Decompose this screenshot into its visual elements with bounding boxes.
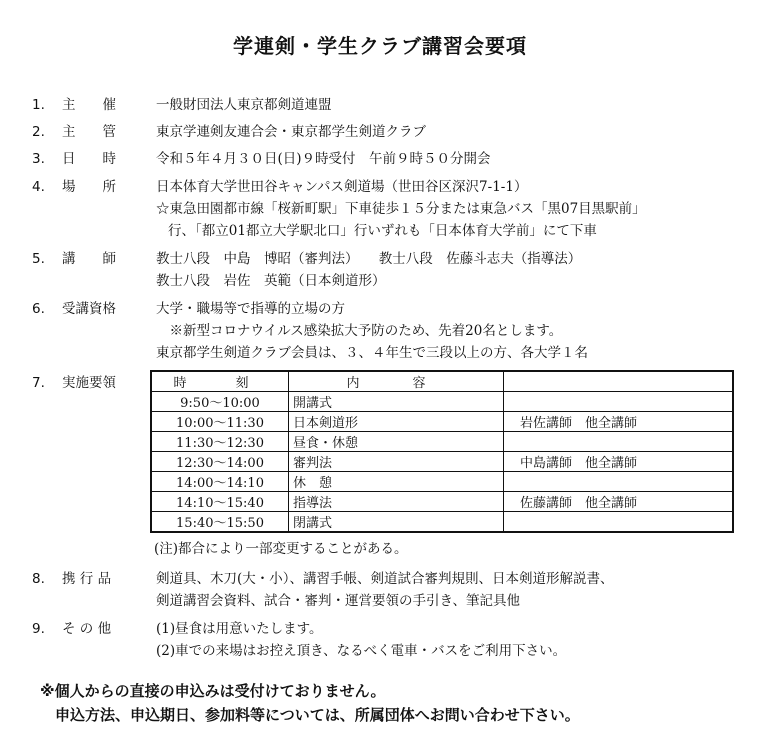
row-time: 14:10〜15:40 — [151, 492, 289, 512]
row-content: 審判法 — [289, 452, 504, 472]
section-label: 実施要領 — [62, 375, 116, 391]
table-row — [151, 472, 733, 492]
venue-access-line-1: ☆東急田園都市線「桜新町駅」下車徒歩１５分または東急バス「黒07目黒駅前」 — [156, 201, 646, 217]
section-label: 主 催 — [62, 97, 116, 113]
section-value: 教士八段 中島 博昭（審判法） 教士八段 佐藤斗志夫（指導法） — [156, 251, 582, 267]
instructor-line-2: 教士八段 岩佐 英範（日本剣道形） — [156, 273, 386, 289]
row-time: 9:50〜10:00 — [151, 392, 289, 412]
row-content: 日本剣道形 — [289, 412, 504, 432]
section-value: 東京学連剣友連合会・東京都学生剣道クラブ — [156, 124, 426, 140]
schedule-note: (注)都合により一部変更することがある。 — [154, 541, 408, 557]
row-time: 12:30〜14:00 — [151, 452, 289, 472]
row-instructor: 岩佐講師 他全講師 — [504, 412, 734, 432]
section-value: (1)昼食は用意いたします。 — [156, 621, 323, 637]
row-instructor — [504, 512, 734, 533]
section-value: 令和５年４月３０日(日)９時受付 午前９時５０分開会 — [156, 151, 491, 167]
footer-notice: ※個人からの直接の申込みは受付けておりません。 — [40, 682, 386, 700]
section-label: 主 管 — [62, 124, 116, 140]
section-value: 日本体育大学世田谷キャンパス剣道場（世田谷区深沢7-1-1） — [156, 179, 528, 195]
eligibility-note: ※新型コロナウイルス感染拡大予防のため、先着20名とします。 — [156, 323, 563, 339]
section-number: 1. — [32, 97, 45, 113]
header-instructor — [504, 371, 734, 392]
section-value: 剣道具、木刀(大・小）、講習手帳、剣道試合審判規則、日本剣道形解説書、 — [156, 571, 614, 587]
section-label: 受講資格 — [62, 301, 116, 317]
row-instructor: 佐藤講師 他全講師 — [504, 492, 734, 512]
section-number: 5. — [32, 251, 45, 267]
items-to-bring-line-2: 剣道講習会資料、試合・審判・運営要領の手引き、筆記具他 — [156, 593, 520, 609]
row-instructor — [504, 432, 734, 452]
header-time: 時 刻 — [151, 371, 289, 392]
section-number: 8. — [32, 571, 45, 587]
section-value: 一般財団法人東京都剣道連盟 — [156, 97, 332, 113]
row-content: 休 憩 — [289, 472, 504, 492]
row-instructor: 中島講師 他全講師 — [504, 452, 734, 472]
other-line-2: (2)車での来場はお控え頂き、なるべく電車・バスをご利用下さい。 — [156, 643, 567, 659]
row-time: 14:00〜14:10 — [151, 472, 289, 492]
section-number: 6. — [32, 301, 45, 317]
row-content: 指導法 — [289, 492, 504, 512]
table-row — [151, 492, 733, 512]
section-label: 場 所 — [62, 179, 116, 195]
section-label: そ の 他 — [62, 621, 112, 637]
row-instructor — [504, 392, 734, 412]
section-number: 3. — [32, 151, 45, 167]
row-time: 15:40〜15:50 — [151, 512, 289, 533]
row-time: 11:30〜12:30 — [151, 432, 289, 452]
header-content: 内 容 — [289, 371, 504, 392]
schedule-table — [150, 370, 734, 533]
section-label: 講 師 — [62, 251, 116, 267]
footer-contact: 申込方法、申込期日、参加料等については、所属団体へお問い合わせ下さい。 — [40, 706, 580, 724]
section-number: 9. — [32, 621, 45, 637]
row-content: 昼食・休憩 — [289, 432, 504, 452]
row-content: 開講式 — [289, 392, 504, 412]
schedule-header-row — [151, 371, 733, 392]
section-value: 大学・職場等で指導的立場の方 — [156, 301, 345, 317]
row-content: 閉講式 — [289, 512, 504, 533]
table-row — [151, 392, 733, 412]
section-number: 7. — [32, 375, 45, 391]
venue-access-line-2: 行、「都立01都立大学駅北口」行いずれも「日本体育大学前」にて下車 — [168, 223, 597, 239]
row-instructor — [504, 472, 734, 492]
section-label: 日 時 — [62, 151, 116, 167]
section-label: 携 行 品 — [62, 571, 112, 587]
section-number: 4. — [32, 179, 45, 195]
table-row — [151, 432, 733, 452]
eligibility-club-members: 東京都学生剣道クラブ会員は、３、４年生で三段以上の方、各大学１名 — [156, 345, 588, 361]
row-time: 10:00〜11:30 — [151, 412, 289, 432]
document-title: 学連剣・学生クラブ講習会要項 — [233, 34, 527, 58]
table-row — [151, 412, 733, 432]
table-row — [151, 452, 733, 472]
section-number: 2. — [32, 124, 45, 140]
table-row — [151, 512, 733, 533]
